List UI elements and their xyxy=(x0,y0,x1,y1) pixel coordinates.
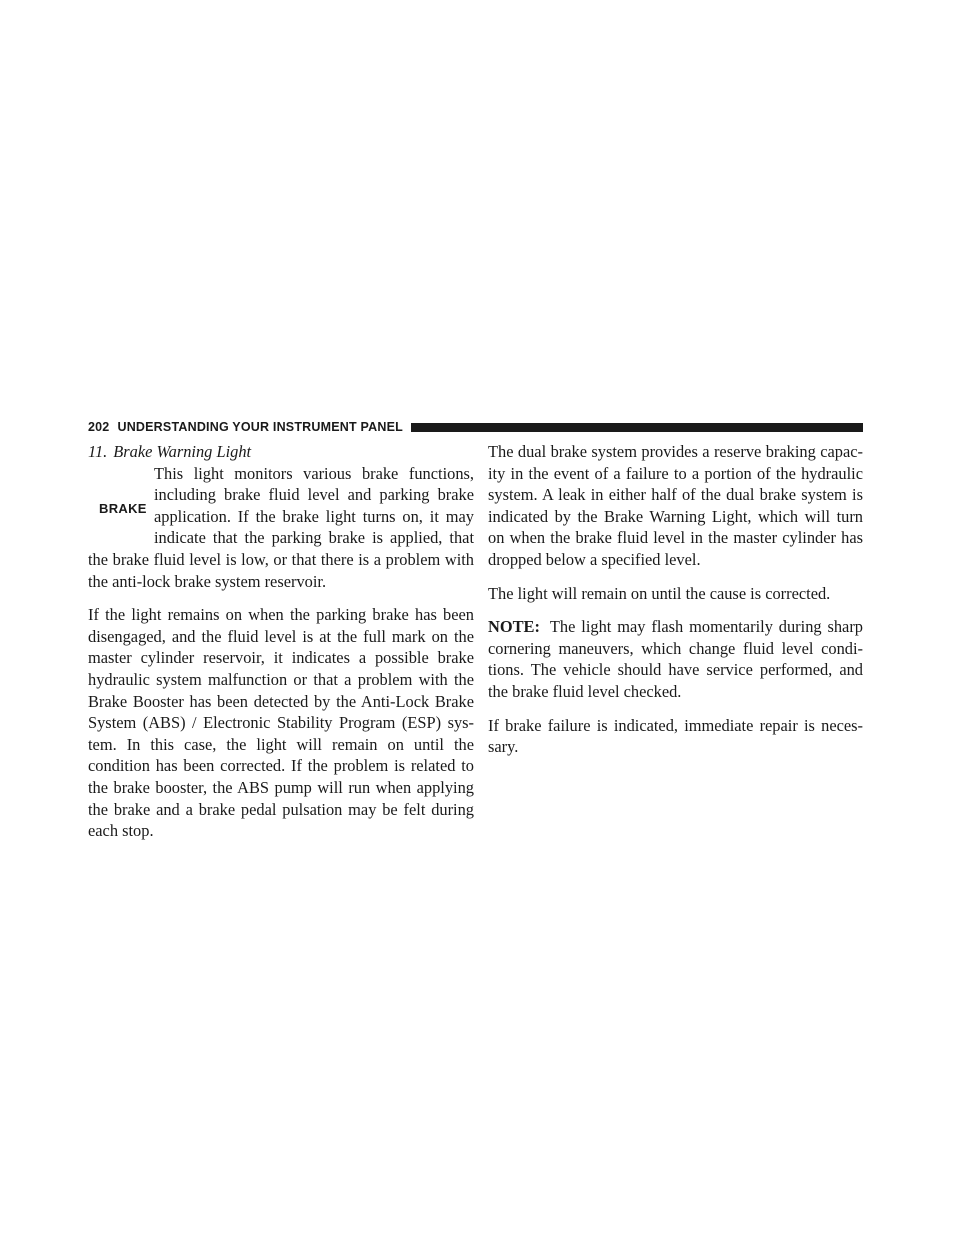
paragraph-brake-failure: If brake failure is indicated, immediate repair is necessary. xyxy=(488,715,863,757)
left-column xyxy=(88,441,474,854)
right-column xyxy=(488,441,863,770)
brake-description xyxy=(88,463,474,593)
brake-icon-label: BRAKE xyxy=(99,500,147,516)
section-title: UNDERSTANDING YOUR INSTRUMENT PANEL xyxy=(117,420,403,434)
header-rule xyxy=(411,423,863,432)
page-number: 202 xyxy=(88,420,110,434)
heading-title: Brake Warning Light xyxy=(113,442,252,461)
paragraph-remain-on: The light will remain on until the cause is corrected. xyxy=(488,583,831,603)
note-label: NOTE: xyxy=(488,617,540,637)
note-paragraph xyxy=(488,616,863,702)
brake-warning-icon xyxy=(88,463,154,543)
note-text: The light may flash momentarily during sharp cornering maneuvers, which change fluid level conditions. The vehicle should have service performed, and the brake fluid level checked. xyxy=(488,617,863,701)
heading-number: 11. xyxy=(88,442,108,461)
section-heading xyxy=(88,441,474,463)
page-header xyxy=(88,419,863,435)
paragraph-light-remains: If the light remains on when the parking brake has been disengaged, and the fluid level is at the full mark on the master cylinder reservoir, it indicates a possible brake hydraulic system malfunction or that a problem with the Brake Booster has been detected by the Anti-Lock Brake System (ABS) / Electronic Stability Program (ESP) system. In this case, the light will remain on until the condition has been corrected. If the problem is related to the brake booster, the ABS pump will run when applying the brake and a brake pedal pulsation may be felt during each stop. xyxy=(88,605,474,841)
brake-description-text: This light monitors various brake functions, including brake fluid level and parking brake application. If the brake light turns on, it may indicate that the parking brake is applied, that the brake fluid level is low, or that there is a problem with the anti-lock brake system reservoir. xyxy=(88,463,474,591)
paragraph-dual-brake: The dual brake system provides a reserve braking capacity in the event of a failure to a portion of the hydraulic system. A leak in either half of the dual brake system is indicated by the Brake Warning Light, which will turn on when the brake fluid level in the master cylinder has dropped below a specified level. xyxy=(488,442,863,569)
